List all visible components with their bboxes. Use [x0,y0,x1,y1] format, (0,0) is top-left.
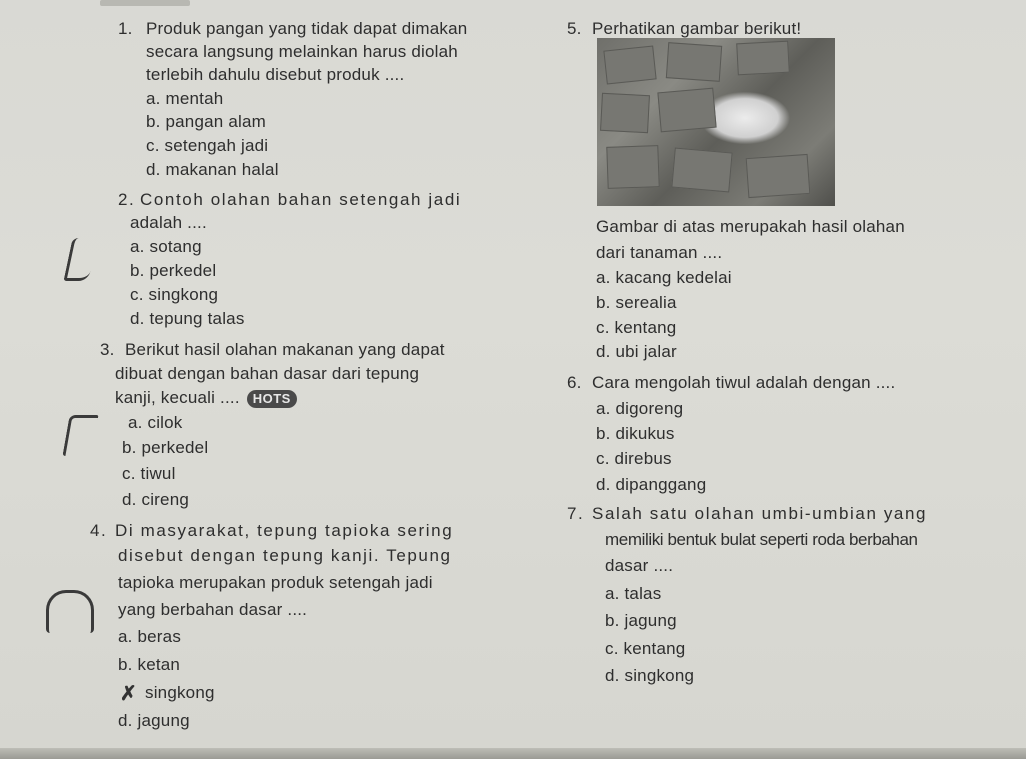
tiwul-food-photo [597,38,835,206]
q4-option-c: singkong [145,683,215,702]
q6-option-c: c. direbus [596,449,672,468]
q7-number: 7. [567,504,585,523]
q4-option-b: b. ketan [118,655,181,674]
q2-option-a: a. sotang [130,237,202,256]
q6-number: 6. [567,373,582,392]
q5-number: 5. [567,19,582,38]
q5-line-2: dari tanaman .... [596,243,723,262]
q5-option-b: b. serealia [596,293,677,312]
q5-option-d: d. ubi jalar [596,342,677,361]
q1-option-d: d. makanan halal [146,160,279,179]
q3-line-2: dibuat dengan bahan dasar dari tepung [115,364,420,383]
q6-line-1: Cara mengolah tiwul adalah dengan .... [592,373,896,392]
photo-block [603,45,656,84]
answer-cross-mark: ✗ [120,683,137,705]
q1-line-3: terlebih dahulu disebut produk .... [146,65,405,84]
q3-option-c: c. tiwul [122,464,176,483]
q2-option-b: b. perkedel [130,261,217,280]
handwritten-score-5 [63,238,97,281]
q6-option-a: a. digoreng [596,399,684,418]
hots-badge: HOTS [247,390,297,408]
q5-option-c: c. kentang [596,318,677,337]
q2-option-d: d. tepung talas [130,309,245,328]
q7-line-1: Salah satu olahan umbi-umbian yang [592,504,928,523]
q7-line-3: dasar .... [605,556,674,575]
q5-option-a: a. kacang kedelai [596,268,732,287]
q1-option-c: c. setengah jadi [146,136,269,155]
q3-line-3 [115,388,297,408]
photo-block [666,42,722,82]
q2-line-1: Contoh olahan bahan setengah jadi [140,190,462,209]
q5-line-1: Gambar di atas merupakah hasil olahan [596,217,905,236]
q4-line-3: tapioka merupakan produk setengah jadi [118,573,433,592]
q4-option-a: a. beras [118,627,182,646]
q6-option-d: d. dipanggang [596,475,707,494]
q3-option-a: a. cilok [128,413,183,432]
q7-option-b: b. jagung [605,611,677,630]
q1-line-1: Produk pangan yang tidak dapat dimakan [146,19,468,38]
q4-line-4: yang berbahan dasar .... [118,600,308,619]
q7-option-d: d. singkong [605,666,695,685]
q2-option-c: c. singkong [130,285,219,304]
q4-number: 4. [90,521,108,540]
q1-line-2: secara langsung melainkan harus diolah [146,42,458,61]
q7-option-c: c. kentang [605,639,686,658]
q7-option-a: a. talas [605,584,662,603]
q1-number: 1. [118,19,133,38]
q4-option-d: d. jagung [118,711,190,730]
q3-option-d: d. cireng [122,490,190,509]
q4-line-2: disebut dengan tepung kanji. Tepung [118,546,452,565]
cropped-header-text [100,0,190,6]
q7-line-2: memiliki bentuk bulat seperti roda berbahan [605,530,918,549]
handwritten-score-10 [62,415,98,456]
q3-line-1: Berikut hasil olahan makanan yang dapat [125,340,445,359]
photo-block [606,145,659,189]
photo-block [600,93,650,133]
q6-option-b: b. dikukus [596,424,675,443]
page-bottom-edge [0,748,1026,759]
q2-number: 2. [118,190,136,209]
photo-block [671,148,732,193]
q3-line-3-text: kanji, kecuali .... [115,388,240,407]
q3-number: 3. [100,340,115,359]
q2-line-2: adalah .... [130,213,207,232]
q3-option-b: b. perkedel [122,438,209,457]
q1-option-b: b. pangan alam [146,112,266,131]
photo-block [746,154,811,198]
q1-option-a: a. mentah [146,89,224,108]
q4-line-1: Di masyarakat, tepung tapioka sering [115,521,454,540]
handwritten-score-9 [46,590,94,633]
photo-block [657,88,716,133]
q5-title: Perhatikan gambar berikut! [592,19,802,38]
photo-block [736,41,790,76]
